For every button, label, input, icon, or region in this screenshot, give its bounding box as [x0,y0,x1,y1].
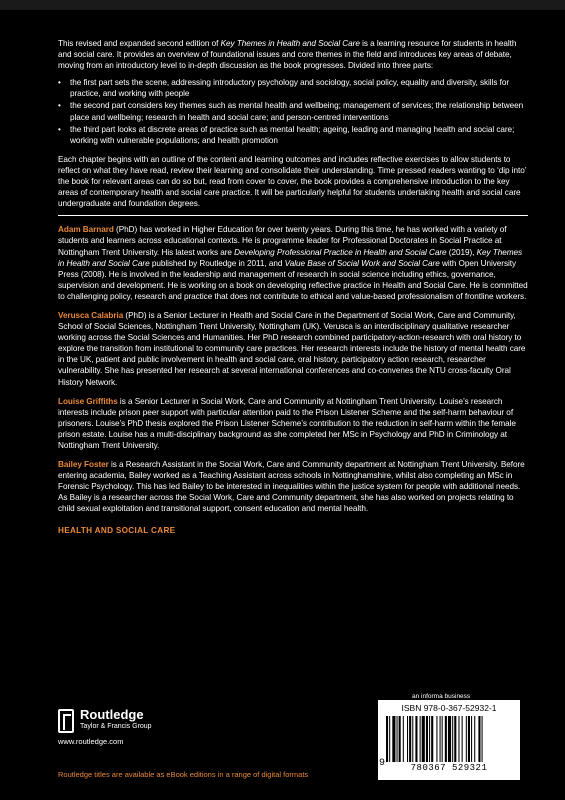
barcode-bar [407,716,408,762]
publisher-group: Taylor & Francis Group [80,723,152,730]
barcode-bar [440,716,441,762]
list-item: • the first part sets the scene, addressing introductory psychology and sociology, social policy, equality and diversity, skills for practice, and working with people [58,77,528,99]
isbn-label: ISBN 978-0-367-52932-1 [401,703,497,713]
list-item: • the second part considers key themes such as mental health and wellbeing; management of services; the relationship between place and wellbeing; research in health and social care; and person-centred interventions [58,100,528,122]
barcode-bar [471,716,472,762]
barcode-bar [386,716,388,762]
barcode-bars-icon [386,716,512,762]
barcode-bar [448,716,451,762]
list-item: • the third part looks at discrete areas of practice such as mental health; ageing, leading and managing health and social care; working with vulnerable populations; and health promotion [58,124,528,146]
barcode-bar [429,716,430,762]
divider [58,215,528,216]
barcode-bar [412,716,413,762]
barcode-bar [478,716,480,762]
top-strip [0,0,565,10]
subject-category: HEALTH AND SOCIAL CARE [58,525,176,535]
barcode-bar [468,716,470,762]
barcode-bar [431,716,433,762]
publisher-block [58,705,258,745]
author-name: Verusca Calabria [58,310,124,320]
barcode-bar [474,716,475,762]
barcode-bar [436,716,437,762]
author-bio-griffiths: Louise Griffiths is a Senior Lecturer in Social Work, Care and Community at Nottingham Trent University. Louise’s research interests include prison peer support with particular attention paid to the Prison Listener Scheme and the self-harm behaviour of prisoners. Louise’s PhD thesis explored the Prison Listener Scheme’s contribution to the reduction in self-harm within the female prison estate. Louise has a multi-disciplinary background as she completed her MSc in Psychology and PhD in Criminology at Nottingham Trent University. [58,396,516,450]
barcode-first-digit: 9 [379,758,386,769]
barcode-bar [482,716,483,762]
routledge-logo-icon [58,709,74,733]
barcode-bar [389,716,390,762]
publisher-name: Routledge [80,707,144,722]
author-bio-barnard: Adam Barnard (PhD) has worked in Higher Education for over twenty years. During this time, he has worked with a variety of students and learners across educational contexts. He is programme leader for Professional Doctorates in Social Practice at Nottingham Trent University. His latest works are Developing Professional Practice in Health and Social Care (2019), Key Themes in Health and Social Care published by Routledge in 2011, and Value Base of Social Work and Social Care with Open University Press (2008). He is involved in the leadership and management of research in social science including ethics, governance, supervision and development. He is working on a book on developing reflective practice in Health and Social Care. He is committed to challenging policy, research and practice that does not contribute to ethical and value-based professionalism of frontline workers. [58,225,528,301]
ebook-note: Routledge titles are available as eBook editions in a range of digital formats [58,770,309,779]
barcode-bar [420,716,421,762]
intro-paragraph: This revised and expanded second edition of Key Themes in Health and Social Care is a learning resource for students in health and social care. It provides an overview of foundational issues and core themes in the field and introduces key areas of debate, moving from an introductory level to in-depth discussion as the book progresses. Divided into three parts: [58,39,517,71]
barcode-bar [422,716,425,762]
barcode-bar [454,716,456,762]
barcode-bar [445,716,447,762]
book-title: Key Themes in Health and Social Care [220,39,360,48]
barcode-bar [442,716,443,762]
parts-list [58,77,528,146]
barcode-bar [462,716,463,762]
barcode-bar [409,716,411,762]
publisher-url[interactable]: www.routledge.com [58,737,124,746]
author-bio-foster: Bailey Foster is a Research Assistant in the Social Work, Care and Community department at Nottingham Trent University. Before entering academia, Bailey worked as a Teaching Assistant across schools in Nottinghamshire, whilst also completing an MSc in Forensic Psychology. This has led Bailey to be interested in inequalities within the justice system for people with additional needs. As Bailey is a researcher across the Social Work, Care and Community department, she has also worked on projects relating to child sexual exploitation and transitional support, consent education and mental health. [58,460,525,514]
barcode [378,700,520,780]
barcode-bar [452,716,453,762]
barcode-bar [466,716,467,762]
barcode-bar [426,716,428,762]
author-name: Bailey Foster [58,460,109,470]
barcode-bar [403,716,404,762]
author-name: Adam Barnard [58,225,114,235]
barcode-bar [415,716,417,762]
author-bio-calabria: Verusca Calabria (PhD) is a Senior Lecturer in Health and Social Care in the Department of Social Work, Care and Community, School of Social Sciences, Nottingham Trent University, Nottingham (UK). Verusca is an interdisciplinary qualitative researcher working across the Social Sciences and Humanities. Her PhD research combined participatory-action-research with oral history to explore the transition from institutional to community care practices. Her research interests include the history of mental health care in the UK, patient and public involvement in health and social care, oral history, participatory action research, researcher vulnerability. She has presented her research at several international conferences and co-convenes the NTU cross-faculty Oral History Network. [58,310,526,387]
barcode-bar [392,716,395,762]
barcode-bar [399,716,401,762]
barcode-bar [397,716,398,762]
barcode-digits: 780367 529321 [410,763,488,773]
informa-tagline: an informa business [412,693,471,700]
back-cover-text [58,38,528,536]
author-name: Louise Griffiths [58,396,118,406]
barcode-bar [458,716,459,762]
chapter-paragraph: Each chapter begins with an outline of the content and learning outcomes and includes reflective exercises to allow students to reflect on what they have read, review their learning and consolidate their understanding. Time pressed readers wanting to ‘dip into’ the book for relevant areas can do so but, read from cover to cover, the book provides a comprehensive introduction to the key areas of contemporary health and social care practice. It will be particularly helpful for students undertaking health and social care undergraduate and foundation degrees. [58,154,527,209]
